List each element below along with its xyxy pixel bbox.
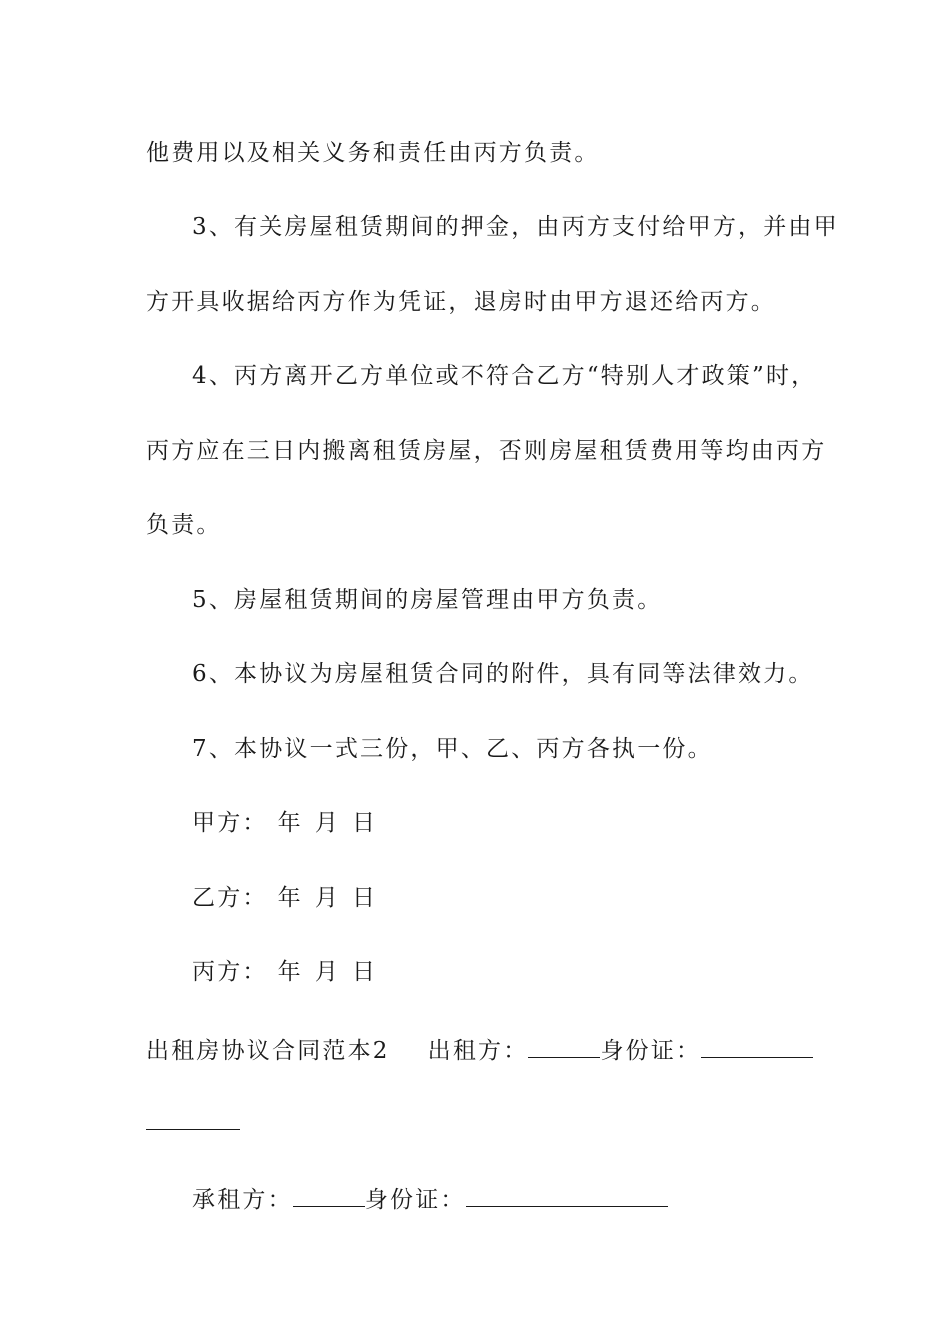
lessee-line (192, 1184, 668, 1215)
lessee-id-label: 身份证： (364, 1187, 466, 1213)
day-label: 日 (352, 885, 378, 911)
paragraph-3-line-2: 方开具收据给丙方作为凭证，退房时由甲方退还给丙方。 (146, 289, 776, 315)
lessee-name-blank (293, 1184, 365, 1207)
paragraph-6: 6、本协议为房屋租赁合同的附件，具有同等法律效力。 (192, 661, 814, 687)
party-label: 乙方： (192, 885, 268, 911)
lessor-label: 出租方： (427, 1038, 529, 1064)
contract-2-header-line (146, 1035, 813, 1066)
contract-2-title: 出租房协议合同范本2 (146, 1038, 390, 1064)
lessor-id-blank-continued-line (146, 1107, 240, 1138)
month-label: 月 (314, 885, 341, 911)
month-label: 月 (314, 810, 341, 836)
year-label: 年 (277, 959, 303, 985)
lessor-id-blank (701, 1035, 813, 1058)
paragraph-2-end: 他费用以及相关义务和责任由丙方负责。 (146, 140, 600, 166)
signature-line-party-a (192, 808, 377, 838)
lessee-id-blank (466, 1184, 668, 1207)
paragraph-4-line-3: 负责。 (146, 512, 222, 538)
paragraph-7: 7、本协议一式三份，甲、乙、丙方各执一份。 (192, 736, 713, 762)
lessor-id-label: 身份证： (600, 1038, 702, 1064)
lessor-name-blank (528, 1035, 600, 1058)
lessor-id-blank-continued (146, 1107, 240, 1130)
paragraph-4-line-2: 丙方应在三日内搬离租赁房屋，否则房屋租赁费用等均由丙方 (146, 438, 827, 464)
party-label: 甲方： (192, 810, 268, 836)
signature-line-party-b (192, 883, 377, 913)
paragraph-3-line-1: 3、有关房屋租赁期间的押金，由丙方支付给甲方，并由甲 (192, 214, 839, 240)
day-label: 日 (352, 959, 378, 985)
year-label: 年 (277, 810, 303, 836)
signature-line-party-c (192, 957, 377, 987)
paragraph-5: 5、房屋租赁期间的房屋管理由甲方负责。 (192, 587, 663, 613)
lessee-label: 承租方： (192, 1187, 293, 1213)
year-label: 年 (277, 885, 303, 911)
party-label: 丙方： (192, 959, 268, 985)
month-label: 月 (314, 959, 341, 985)
day-label: 日 (352, 810, 378, 836)
paragraph-4-line-1: 4、丙方离开乙方单位或不符合乙方“特别人才政策”时， (192, 363, 817, 389)
